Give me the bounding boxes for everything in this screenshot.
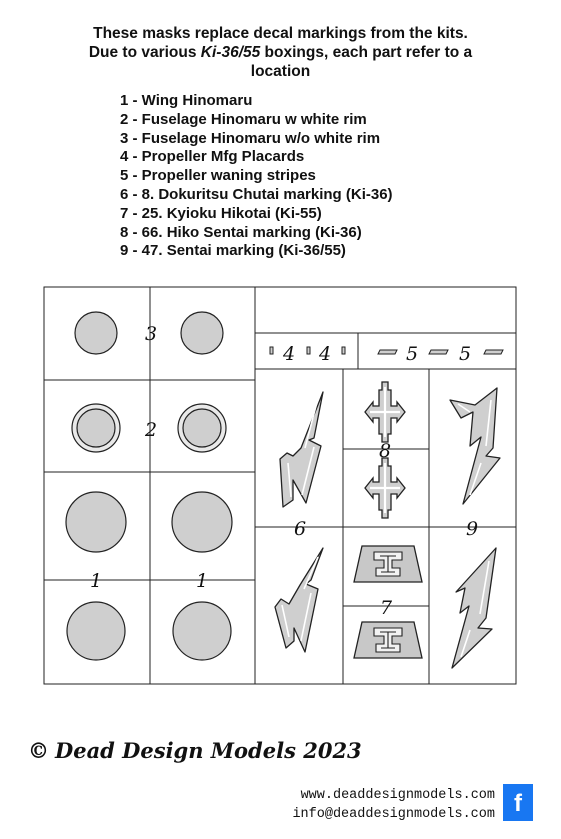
location-number-5: 5 <box>406 343 419 365</box>
location-number-4: 4 <box>319 343 332 365</box>
location-number-8: 8 <box>379 440 392 462</box>
location-number-1: 1 <box>196 570 209 592</box>
location-number-6: 6 <box>294 518 307 540</box>
intro-line-2-start: Due to various <box>88 44 201 61</box>
copyright-symbol: © <box>28 738 49 763</box>
contact-block <box>292 786 495 824</box>
propeller-placards <box>270 347 345 354</box>
hinomaru-disc <box>77 409 115 447</box>
hinomaru-disc <box>183 409 221 447</box>
hinomaru-disc <box>75 312 117 354</box>
location-number-9: 9 <box>466 518 479 540</box>
email-link[interactable]: info@deaddesignmodels.com <box>292 807 495 822</box>
sentai-47-mask <box>450 388 500 504</box>
legend-item: 7 - 25. Kyioku Hikotai (Ki-55) <box>120 204 322 222</box>
hikotai-emblem-mask <box>354 546 422 582</box>
location-number-7: 7 <box>380 597 393 619</box>
legend-item: 8 - 66. Hiko Sentai marking (Ki-36) <box>120 223 362 241</box>
intro-line-2-end: boxings, each part refer to a <box>260 44 473 61</box>
intro-kit-name: Ki-36/55 <box>200 44 261 61</box>
intro-line-3: location <box>250 63 311 80</box>
legend-item: 6 - 8. Dokuritsu Chutai marking (Ki-36) <box>120 185 393 203</box>
hinomaru-disc <box>172 492 232 552</box>
propeller-stripes <box>378 350 503 354</box>
legend-item: 3 - Fuselage Hinomaru w/o white rim <box>120 129 381 147</box>
location-number-4: 4 <box>283 343 296 365</box>
sentai-47-mask <box>452 548 496 668</box>
location-number-5: 5 <box>459 343 472 365</box>
placard-mask <box>342 347 345 354</box>
legend-item: 2 - Fuselage Hinomaru w white rim <box>120 110 367 128</box>
warning-stripe-mask <box>429 350 448 354</box>
hinomaru-disc <box>67 602 125 660</box>
location-number-2: 2 <box>145 419 158 441</box>
hinomaru-disc <box>66 492 126 552</box>
location-number-3: 3 <box>145 323 158 345</box>
legend-item: 1 - Wing Hinomaru <box>120 92 253 109</box>
legend-item: 9 - 47. Sentai marking (Ki-36/55) <box>120 242 346 260</box>
sentai-cross-mask <box>365 382 405 442</box>
intro-line-1: These masks replace decal markings from the kits. <box>93 25 468 42</box>
chutai-bolt-mask <box>280 392 323 507</box>
placard-mask <box>270 347 273 354</box>
hikotai-emblem-mask <box>354 622 422 658</box>
facebook-icon[interactable]: f <box>503 784 533 821</box>
placard-mask <box>307 347 310 354</box>
copyright-notice <box>28 738 362 763</box>
hinomaru-disc <box>181 312 223 354</box>
location-number-1: 1 <box>90 570 103 592</box>
legend-item: 5 - Propeller waning stripes <box>120 167 316 185</box>
warning-stripe-mask <box>378 350 397 354</box>
legend-item: 4 - Propeller Mfg Placards <box>120 148 305 166</box>
sentai-cross-mask <box>365 458 405 518</box>
website-link[interactable]: www.deaddesignmodels.com <box>300 788 495 803</box>
warning-stripe-mask <box>484 350 503 354</box>
hinomaru-disc <box>173 602 231 660</box>
copyright-text: Dead Design Models 2023 <box>55 738 362 763</box>
